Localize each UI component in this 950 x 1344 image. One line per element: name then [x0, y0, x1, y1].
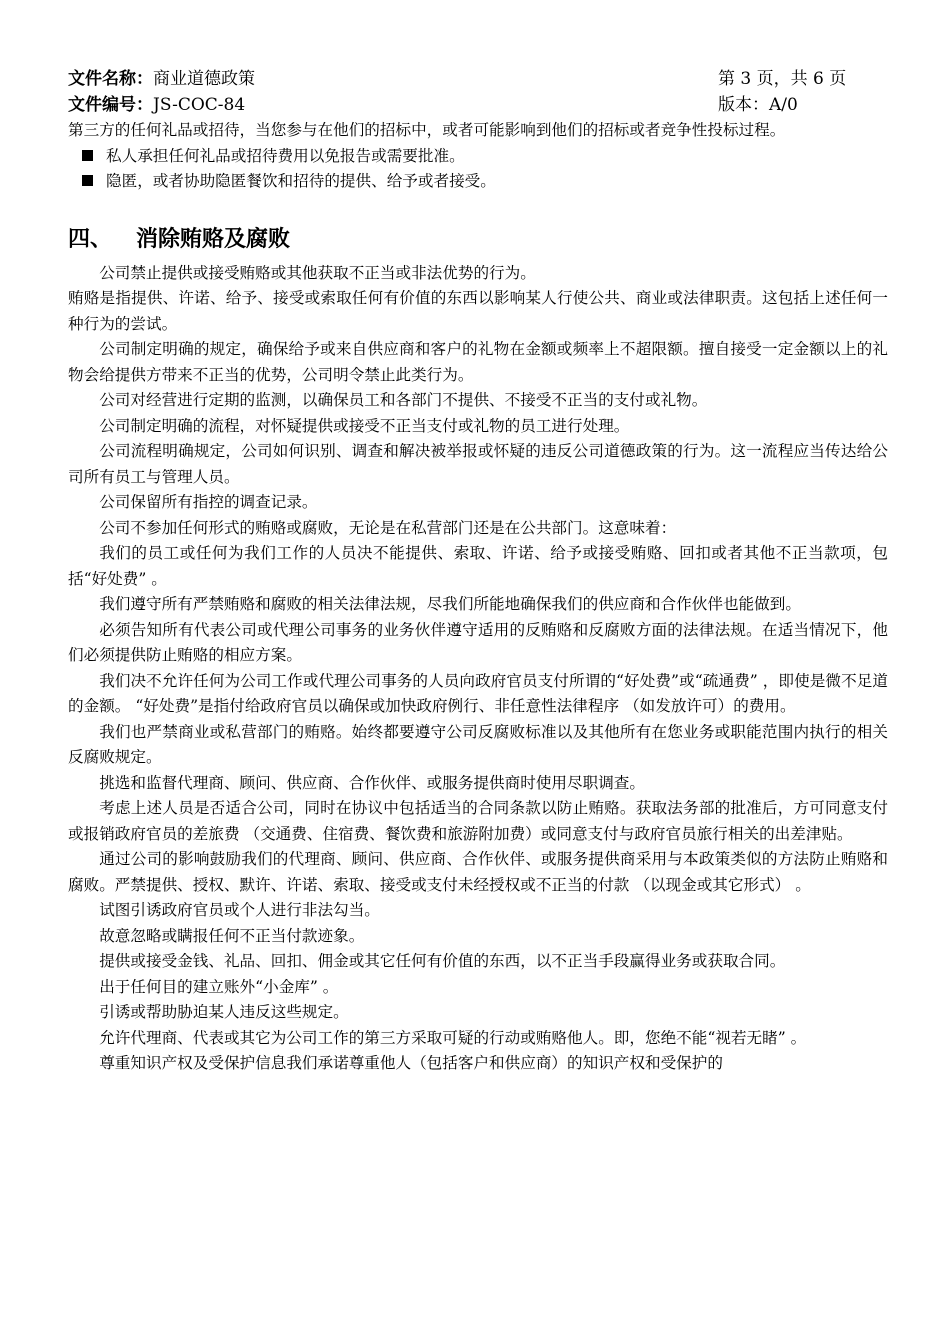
paragraph: 必须告知所有代表公司或代理公司事务的业务伙伴遵守适用的反贿赂和反腐败方面的法律法规。在适当情况下，他们必须提供防止贿赂的相应方案。: [68, 620, 888, 664]
paragraph: 提供或接受金钱、礼品、回扣、佣金或其它任何有价值的东西，以不正当手段赢得业务或获取合同。: [99, 952, 786, 970]
paragraph: 公司流程明确规定，公司如何识别、调查和解决被举报或怀疑的违反公司道德政策的行为。这一流程应当传达给公司所有员工与管理人员。: [68, 442, 888, 486]
paragraph: 允许代理商、代表或其它为公司工作的第三方采取可疑的行动或贿赂他人。即，您绝不能“视若无睹” 。: [99, 1028, 807, 1047]
paragraph: 我们遵守所有严禁贿赂和腐败的相关法律法规，尽我们所能地确保我们的供应商和合作伙伴也能做到。: [99, 595, 801, 613]
paragraph: 挑选和监督代理商、顾问、供应商、合作伙伴、或服务提供商时使用尽职调查。: [99, 773, 645, 792]
bullet-item: [68, 144, 888, 170]
paragraph: 公司禁止提供或接受贿赂或其他获取不正当或非法优势的行为。: [99, 263, 536, 282]
bullet-text: 私人承担任何礼品或招待费用以免报告或需要批准。: [106, 146, 465, 165]
file-number-line: [68, 92, 245, 118]
page-info: 第 3 页，共 6 页: [718, 69, 847, 89]
intro-paragraph: 第三方的任何礼品或招待，当您参与在他们的招标中，或者可能影响到他们的招标或者竞争性投标过程。: [68, 121, 786, 139]
section-heading: [68, 222, 888, 258]
section-number: 四、: [68, 226, 113, 252]
document-body: [68, 118, 888, 1077]
paragraph: 我们的员工或任何为我们工作的人员决不能提供、索取、许诺、给予或接受贿赂、回扣或者其他不正当款项，包括“好处费” 。: [68, 544, 888, 588]
paragraph: 尊重知识产权及受保护信息我们承诺尊重他人（包括客户和供应商）的知识产权和受保护的: [99, 1054, 723, 1072]
file-number-label: 文件编号：: [68, 95, 153, 115]
file-name-label: 文件名称：: [68, 69, 153, 89]
paragraph: 试图引诱政府官员或个人进行非法勾当。: [99, 901, 380, 919]
paragraph: 考虑上述人员是否适合公司，同时在协议中包括适当的合同条款以防止贿赂。获取法务部的批准后，方可同意支付或报销政府官员的差旅费 （交通费、住宿费、餐饮费和旅游附加费）或同意支付与政府官员旅行相关的出差津贴。: [68, 799, 888, 843]
paragraph: 公司对经营进行定期的监测，以确保员工和各部门不提供、不接受不正当的支付或礼物。: [99, 391, 708, 409]
paragraph: 贿赂是指提供、许诺、给予、接受或索取任何有价值的东西以影响某人行使公共、商业或法律职责。这包括上述任何一种行为的尝试。: [68, 289, 888, 333]
bullet-item: [68, 169, 888, 195]
file-name-value: 商业道德政策: [153, 69, 255, 89]
paragraph: 我们也严禁商业或私营部门的贿赂。始终都要遵守公司反腐败标准以及其他所有在您业务或职能范围内执行的相关反腐败规定。: [68, 722, 888, 766]
file-name-line: [68, 66, 255, 92]
section-title: 消除贿赂及腐败: [136, 226, 291, 252]
document-header: [68, 66, 888, 118]
paragraph: 故意忽略或瞒报任何不正当付款迹象。: [99, 926, 365, 945]
square-bullet-icon: [82, 150, 93, 161]
paragraph: 引诱或帮助胁迫某人违反这些规定。: [99, 1003, 349, 1021]
paragraph: 公司不参加任何形式的贿赂或腐败，无论是在私营部门还是在公共部门。这意味着：: [99, 518, 677, 537]
paragraph: 公司保留所有指控的调查记录。: [99, 493, 318, 511]
square-bullet-icon: [82, 175, 93, 186]
paragraph: 通过公司的影响鼓励我们的代理商、顾问、供应商、合作伙伴、或服务提供商采用与本政策类似的方法防止贿赂和腐败。严禁提供、授权、默许、许诺、索取、接受或支付未经授权或不正当的付款 （以现金或其它形式） 。: [68, 850, 888, 894]
file-number-value: JS-COC-84: [153, 95, 246, 115]
paragraph: 公司制定明确的流程，对怀疑提供或接受不正当支付或礼物的员工进行处理。: [99, 416, 630, 435]
paragraph: 我们决不允许任何为公司工作或代理公司事务的人员向政府官员支付所谓的“好处费”或“疏通费” ，即使是微不足道的金额。 “好处费”是指付给政府官员以确保或加快政府例行、非任意性法律程序 （如发放许可）的费用。: [68, 671, 888, 715]
paragraph: 出于任何目的建立账外“小金库” 。: [99, 977, 339, 996]
version-info: 版本：A/0: [718, 95, 798, 115]
document-page: [68, 66, 888, 1077]
paragraph: 公司制定明确的规定，确保给予或来自供应商和客户的礼物在金额或频率上不超限额。擅自接受一定金额以上的礼物会给提供方带来不正当的优势，公司明令禁止此类行为。: [68, 340, 888, 384]
bullet-text: 隐匿，或者协助隐匿餐饮和招待的提供、给予或者接受。: [106, 172, 496, 190]
